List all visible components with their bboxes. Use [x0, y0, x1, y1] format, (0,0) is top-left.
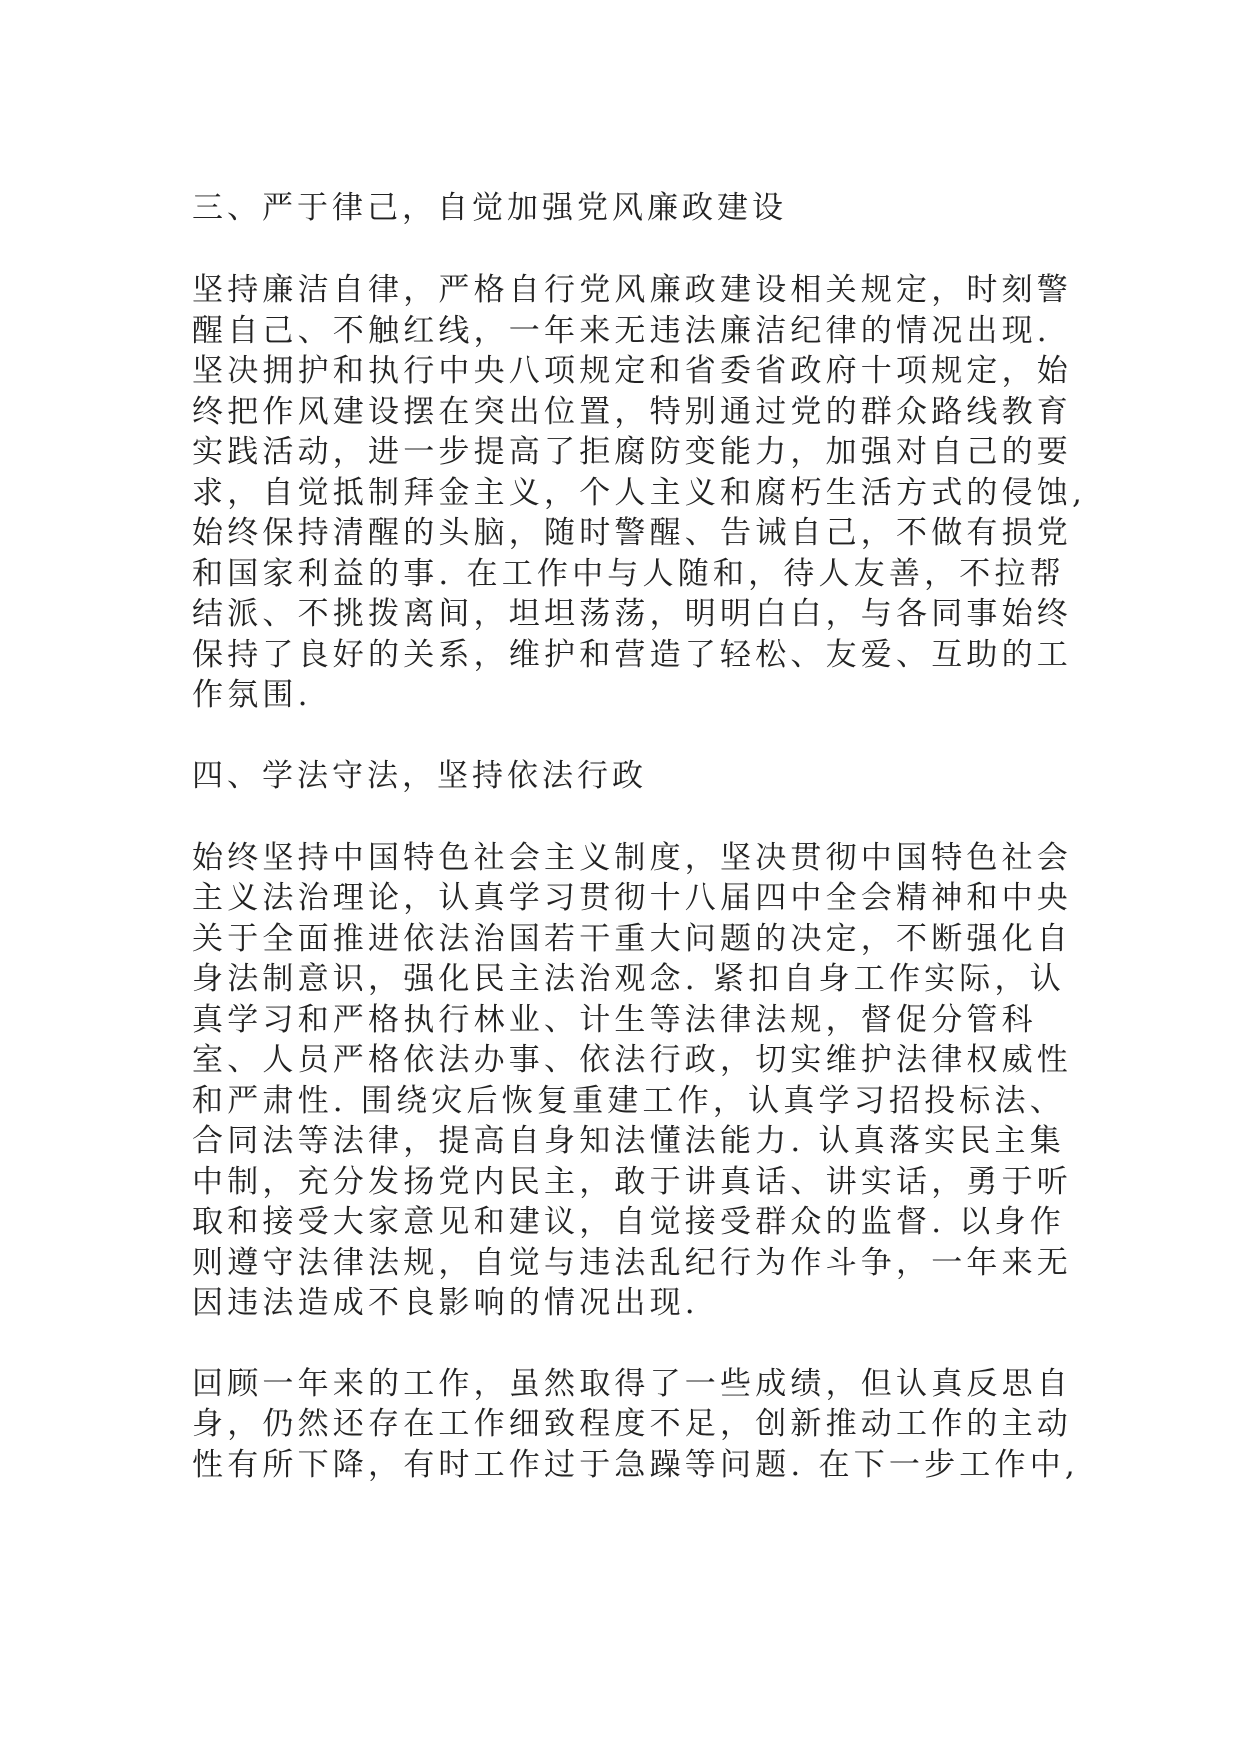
text-line: 则遵守法律法规，自觉与违法乱纪行为作斗争，一年来无: [192, 1244, 1072, 1281]
text-line: 始终坚持中国特色社会主义制度，坚决贯彻中国特色社会: [192, 839, 1072, 876]
text-line: 实践活动，进一步提高了拒腐防变能力，加强对自己的要: [192, 434, 1072, 470]
text-line: 关于全面推进依法治国若干重大问题的决定，不断强化自: [192, 920, 1072, 957]
text-line: 因违法造成不良影响的情况出现.: [192, 1285, 699, 1321]
section-heading-3: 三、严于律己，自觉加强党风廉政建设: [192, 190, 787, 226]
text-line: 取和接受大家意见和建议，自觉接受群众的监督. 以身作: [192, 1204, 1065, 1240]
text-line: 性有所下降，有时工作过于急躁等问题. 在下一步工作中,: [192, 1446, 1079, 1483]
text-line: 真学习和严格执行林业、计生等法律法规，督促分管科: [192, 1001, 1037, 1038]
section-heading-4: 四、学法守法，坚持依法行政: [192, 757, 647, 794]
text-line: 和严肃性. 围绕灾后恢复重建工作，认真学习招投标法、: [192, 1082, 1065, 1119]
text-line: 身，仍然还存在工作细致程度不足，创新推动工作的主动: [192, 1406, 1072, 1442]
closing-paragraph: [192, 1364, 1079, 1486]
text-line: 回顾一年来的工作，虽然取得了一些成绩，但认真反思自: [192, 1365, 1072, 1402]
text-line: 始终保持清醒的头脑，随时警醒、告诫自己，不做有损党: [192, 515, 1072, 551]
document-body: [192, 188, 1087, 1485]
text-line: 坚决拥护和执行中央八项规定和省委省政府十项规定，始: [192, 353, 1072, 389]
text-line: 求，自觉抵制拜金主义，个人主义和腐朽生活方式的侵蚀,: [192, 474, 1087, 511]
text-line: 和国家利益的事. 在工作中与人随和，待人友善，不拉帮: [192, 555, 1065, 592]
text-line: 保持了良好的关系，维护和营造了轻松、友爱、互助的工: [192, 636, 1072, 673]
text-line: 终把作风建设摆在突出位置，特别通过党的群众路线教育: [192, 393, 1072, 430]
text-line: 身法制意识，强化民主法治观念. 紧扣自身工作实际，认: [192, 961, 1065, 997]
text-line: 作氛围.: [192, 677, 312, 713]
section-3-paragraph: [192, 270, 1087, 716]
text-line: 坚持廉洁自律，严格自行党风廉政建设相关规定，时刻警: [192, 272, 1072, 308]
text-line: 中制，充分发扬党内民主，敢于讲真话、讲实话，勇于听: [192, 1163, 1072, 1200]
text-line: 主义法治理论，认真学习贯彻十八届四中全会精神和中央: [192, 880, 1072, 916]
text-line: 室、人员严格依法办事、依法行政，切实维护法律权威性: [192, 1042, 1072, 1078]
section-4-paragraph: [192, 838, 1072, 1324]
text-line: 醒自己、不触红线，一年来无违法廉洁纪律的情况出现.: [192, 312, 1051, 349]
text-line: 结派、不挑拨离间，坦坦荡荡，明明白白，与各同事始终: [192, 596, 1072, 632]
text-line: 合同法等法律，提高自身知法懂法能力. 认真落实民主集: [192, 1123, 1065, 1159]
